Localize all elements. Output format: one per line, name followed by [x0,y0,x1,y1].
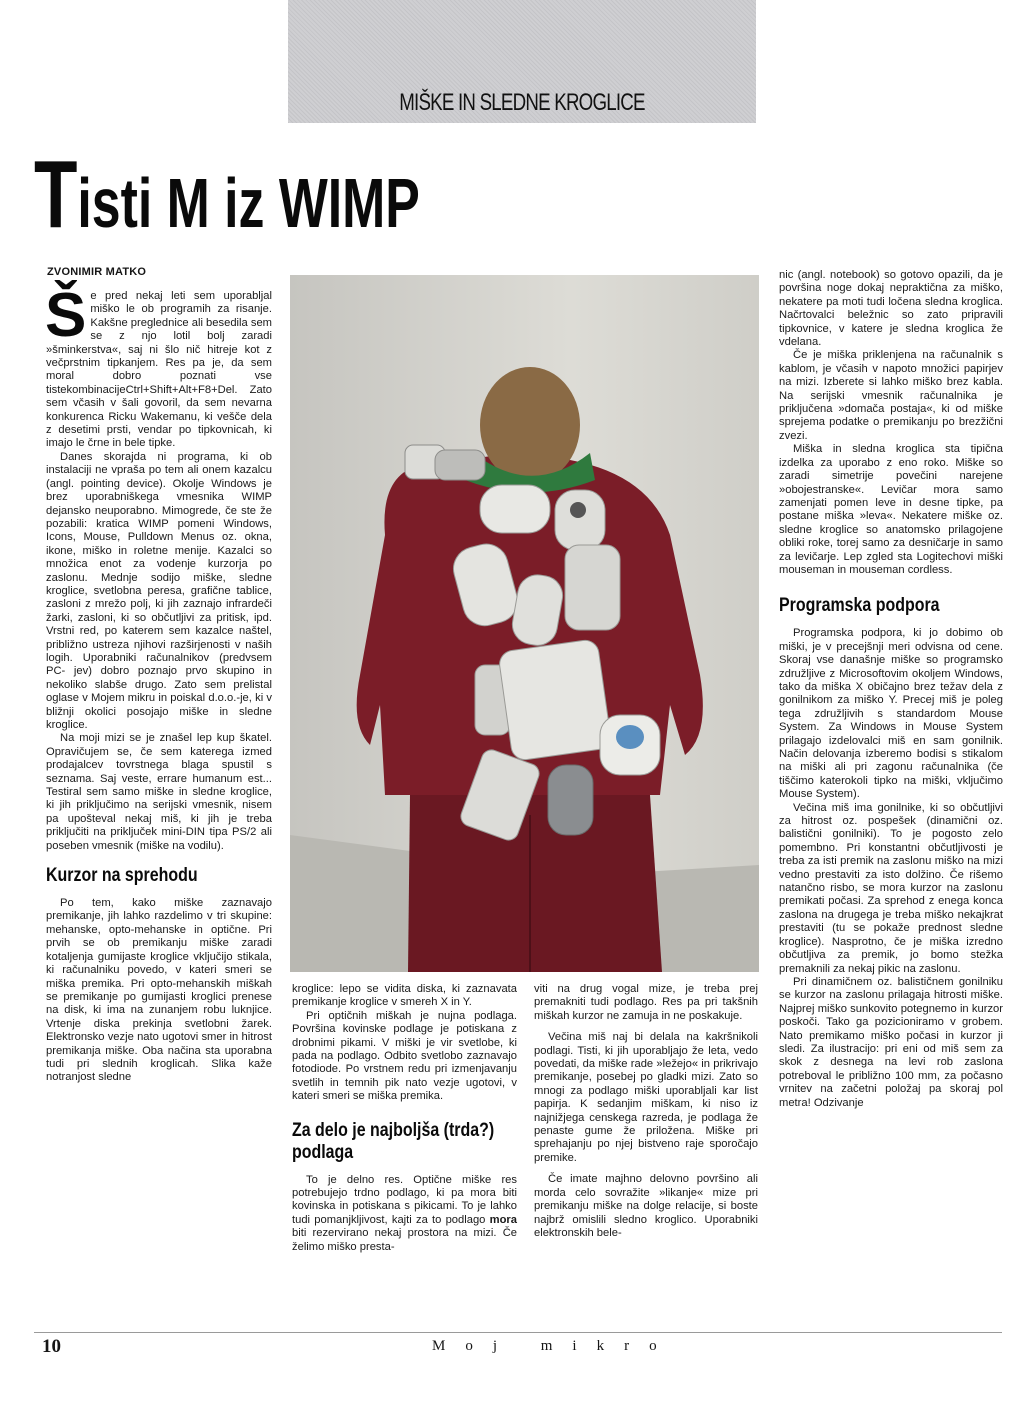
paragraph: kroglice: lepo se vidita diska, ki zaznavata premikanje kroglice v smereh X in Y. [292,983,517,1009]
column-4 [779,269,1003,1110]
paragraph: Programska podpora, ki jo dobimo ob miški, je v precejšnji meri odvisna od cene. Skoraj vse današnje miške so programsko združljive z Microsoftovim okoljem Windows, tako da miška X običajno brez težav dela z gonilnikom za miško Y. Precej miš je poleg tega združljivih s standardom Mouse System. Za Windows in Mouse System prilagajo izdelovalci miš en sam gonilnik. Način delovanja izberemo bodisi s stikalom na miški ali pri zagonu računalnika (če tiščimo katerokoli tipko na miški, vključimo Mouse System). [779,627,1003,801]
column-3 [534,983,758,1240]
paragraph: Miška in sledna kroglica sta tipična izdelka za uporabo z eno roko. Miške so zaradi simetrije povečini narejene »obojestranske«. Levičar mora samo zamenjati pomen leve in desne tipke, pa postane miška »leva«. Nekatere miške oz. sledne kroglice so anatomsko prilagojene obliki roke, torej samo za desničarje in samo za levičarje. Lep zgled sta Logitechovi miški mouseman in mouseman cordless. [779,443,1003,576]
headline-rest: isti M iz WIMP [77,164,420,242]
subheading: Za delo je najboljša (trda?) podlaga [292,1119,495,1163]
intro-paragraph: Še pred nekaj leti sem uporabljal miško le ob programih za risanje. Kakšne preglednice ali besedila sem se z njo lotil bolj zaradi »šminkerstva«, saj ni šlo nič hitreje kot z večprstnim tipkanjem. Res pa je, da sem moral dobro poznati vse tistekombinacijeCtrl+Shift+Alt+F8+Del. Zato sem včasih v šali govoril, da sem nevarna konkurenca Ricku Wakemanu, ki vešče dela z desetimi prsti, vendar po tipkovnicah, ki imajo le črne in bele tipke. [45,281,272,450]
paragraph: nic (angl. notebook) so gotovo opazili, da je površina noge dokaj nepraktična za miško, nekatere pa moti tudi ločena sledna kroglica. Načrtovalci beležnic so zato pripravili tipkovnice, v katere je sledna kroglica že vdelana. [779,269,1003,349]
paragraph: Pri dinamičnem oz. balističnem gonilniku se kurzor na zaslonu prilagaja hitrosti miške. Najprej miško sunkovito potegnemo in kurzor poskoči. Tako ga pozicioniramo v grobem. Nato premikamo miško počasi in kurzor ji sledi. Za ilustracijo: pri eni od miš sem za skok z desnega na levi rob zaslona potreboval le približno 100 mm, za počasno vrnitev na začetni položaj pa skoraj pol metra! Odzivanje [779,975,1003,1109]
headline-initial: T [34,141,78,248]
paragraph: Pri optičnih miškah je nujna podlaga. Površina kovinske podlage je potiskana z drobnimi pikami. V miški je vir svetlobe, ki pada na podlago. Odbito svetlobo zaznavajo fotodiode. Po vrstnem redu pri izmenjavanju svetlih in temnih pik nato vezje ugotovi, v kateri smeri se miška premika. [292,1009,517,1103]
column-2 [292,983,517,1254]
magazine-name: Moj mikro [432,1338,677,1354]
paragraph: Če je miška priklenjena na računalnik s kablom, je včasih v napoto množici papirjev na mizi. Izberete si lahko miško brez kabla. Na serijski vmesnik računalnika je priključena »domača postaja«, ki od miške sprejema podatke o premikanju po brezžični zvezi. [779,349,1003,442]
section-banner [288,0,756,123]
paragraph: viti na drug vogal mize, je treba prej premakniti tudi podlago. Res pa pri takšnih miškah kurzor ne zamuja in ne poskakuje. [534,983,758,1022]
section-title: MIŠKE IN SLEDNE KROGLICE [399,89,645,116]
photo-boy-with-mice [290,275,759,972]
author-byline: ZVONIMIR MATKO [47,266,147,278]
paragraph: Po tem, kako miške zaznavajo premikanje, jih lahko razdelimo v tri skupine: mehanske, opto-mehanske in optične. Pri prvih se ob premikanju miške zaradi kotaljenja gumijaste kroglice vključijo stikala, ki računalniku povedo, v kateri smeri se miška premika. Pri opto-mehanskih miškah se premikanje po gumijasti kroglici prenese na disk, ki ima na zunanjem robu luknjice. Vrtenje diska prekinja svetlobni žarek. Elektronsko vezje nato ugotovi smer in hitrost premikanja miške. Oba načina sta uporabna tudi pri slednih kroglicah. Slika kaže notranjost sledne [46,897,272,1084]
subheading: Programska podpora [779,595,940,617]
paragraph: Na moji mizi se je znašel lep kup škatel. Opravičujem se, če sem katerega izmed prodajalcev tovrstnega blaga spustil s seznama. Saj veste, errare humanum est... Testiral sem samo miške in sledne kroglice, ki jih priključimo na serijski vmesnik, nisem pa upošteval nekaj miš, ki jih je treba priključiti na priključek mini-DIN tipa PS/2 ali poseben vmesnik (miške na vodilu). [46,732,272,852]
paragraph: To je delno res. Optične miške res potrebujejo trdno podlago, ki pa mora biti kovinska in potiskana s pikicami. To je lahko tudi pomanjkljivost, kajti za to podlago mora biti rezervirano nekaj prostora na mizi. Če želimo miško presta- [292,1173,517,1253]
paragraph: Večina miš ima gonilnike, ki so občutljivi za hitrost oz. pospešek (dinamični oz. balistični gonilniki). To je pogosto zelo pomembno. Pri konstantni občutljivosti je treba za isti premik na zaslonu miško na mizi vedno prestaviti za isto dolžino. Če rišemo natančno risbo, se mora kurzor na zaslonu premikati počasi. Za sprehod z enega konca zaslona na drugega je treba miško nekajkrat prestaviti (tu se pokaže prednost sledne kroglice). Nasprotno, če je miška izredno občutljiva za premik, jo bomo stežka premaknili za nekaj pikic na zaslonu. [779,801,1003,975]
drop-cap: Š [45,281,87,350]
paragraph: Večina miš naj bi delala na kakršnikoli podlagi. Tisti, ki jih uporabljajo že leta, vedo povedati, da miške rade »ležejo« in prikrivajo premikanje, posebej po gladki mizi. Zato so mnogi za podlago miški uporabljali kar list papirja. K sedanjim miškam, ki niso iz najnižjega censkega razreda, je podlaga že penaste gume že priložena. Miške pri sprehajanju po njej bistveno raje sporočajo premike. [534,1031,758,1164]
article-headline [34,141,420,248]
paragraph: Danes skorajda ni programa, ki ob instalaciji ne vpraša po tem ali onem kazalcu (angl. pointing device). Okolje Windows je brez uporabniškega vmesnika WIMP dejansko neuporabno. Mimogrede, če ste že pozabili: kratica WIMP pomeni Windows, Icons, Mouse, Pulldown Menus oz. okna, ikone, miško in roletne menije. Kazalci so množica enot za vodenje kurzorja po zaslonu. Mednje sodijo miške, sledne kroglice, svetlobna peresa, grafične tablice, zasloni z mrežo polj, ki jih zaznajo infrardeči žarki, zasloni, ki so občutljivi za pritisk, ipd. Vrstni red, po katerem sem kazalce naštel, približno ustreza njihovi razširjenosti v naših logih. Uporabniki računalnikov (predvsem PC- jev) dobro poznajo prvo skupino in nekoliko slabše drugo. Zato sem prelistal oglase v Mojem mikru in poiskal d.o.o.-je, ki v bližnji okolici posojajo miške in sledne kroglice. [46,450,272,731]
page-number: 10 [42,1336,61,1357]
column-1 [45,281,272,1085]
subheading: Kurzor na sprehodu [46,865,198,887]
article-photo [290,275,759,972]
footer-rule [34,1332,1002,1333]
paragraph: Če imate majhno delovno površino ali morda celo sovražite »likanje« mize pri premikanju miške na dolge relacije, si boste najbrž omislili sledno kroglico. Uporabniki elektronskih bele- [534,1173,758,1239]
